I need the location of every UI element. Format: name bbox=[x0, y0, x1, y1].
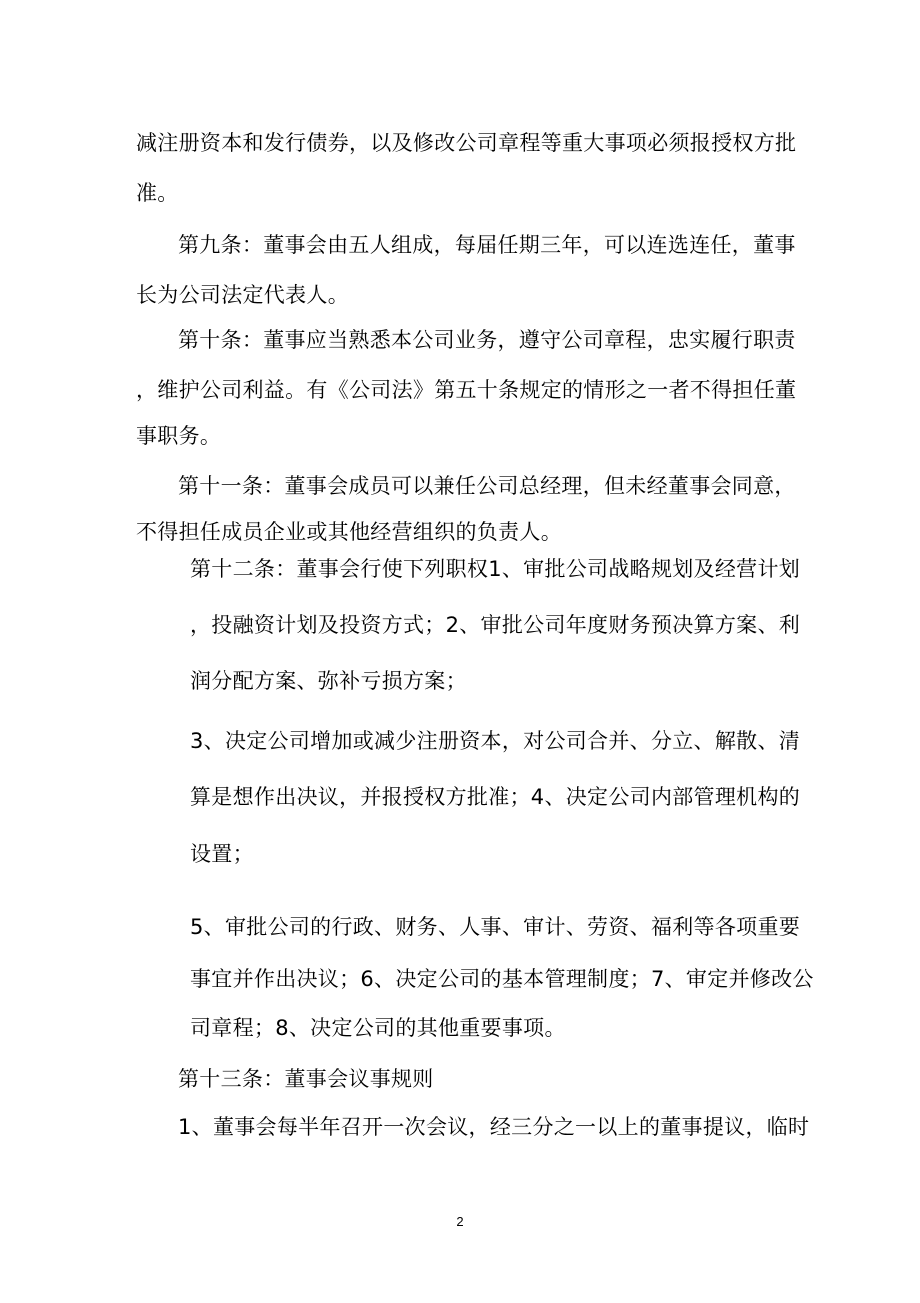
text-line-8: 第十一条：董事会成员可以兼任公司总经理，但未经董事会同意， bbox=[178, 474, 796, 498]
text-line-15: 设置； bbox=[190, 842, 254, 866]
page-number: 2 bbox=[456, 1214, 464, 1229]
text-line-20: 1、董事会每半年召开一次会议，经三分之一以上的董事提议，临时 bbox=[178, 1115, 810, 1139]
text-line-7: 事职务。 bbox=[136, 424, 222, 448]
text-line-11: ，投融资计划及投资方式；2、审批公司年度财务预决算方案、利 bbox=[190, 613, 801, 637]
text-line-3: 第九条：董事会由五人组成，每届任期三年，可以连选连任，董事 bbox=[178, 233, 796, 257]
text-line-13: 3、决定公司增加或减少注册资本，对公司合并、分立、解散、清 bbox=[190, 729, 801, 753]
text-line-9: 不得担任成员企业或其他经营组织的负责人。 bbox=[136, 520, 562, 544]
text-line-14: 算是想作出决议，并报授权方批准；4、决定公司内部管理机构的 bbox=[190, 785, 801, 809]
text-line-4: 长为公司法定代表人。 bbox=[136, 283, 349, 307]
section-heading: 第十三条：董事会议事规则 bbox=[178, 1067, 434, 1091]
text-line-6: ，维护公司利益。有《公司法》第五十条规定的情形之一者不得担任董 bbox=[136, 378, 797, 402]
text-line-5: 第十条：董事应当熟悉本公司业务，遵守公司章程，忠实履行职责 bbox=[178, 328, 796, 352]
text-line-17: 事宜并作出决议；6、决定公司的基本管理制度；7、审定并修改公 bbox=[190, 967, 814, 991]
text-line-18: 司章程；8、决定公司的其他重要事项。 bbox=[190, 1016, 566, 1040]
text-line-2: 准。 bbox=[136, 181, 179, 205]
text-line-10: 第十二条：董事会行使下列职权1、审批公司战略规划及经营计划 bbox=[190, 557, 801, 581]
text-line-16: 5、审批公司的行政、财务、人事、审计、劳资、福利等各项重要 bbox=[190, 915, 801, 939]
text-line-12: 润分配方案、弥补亏损方案； bbox=[190, 669, 467, 693]
text-line-1: 减注册资本和发行债券，以及修改公司章程等重大事项必须报授权方批 bbox=[136, 131, 797, 155]
